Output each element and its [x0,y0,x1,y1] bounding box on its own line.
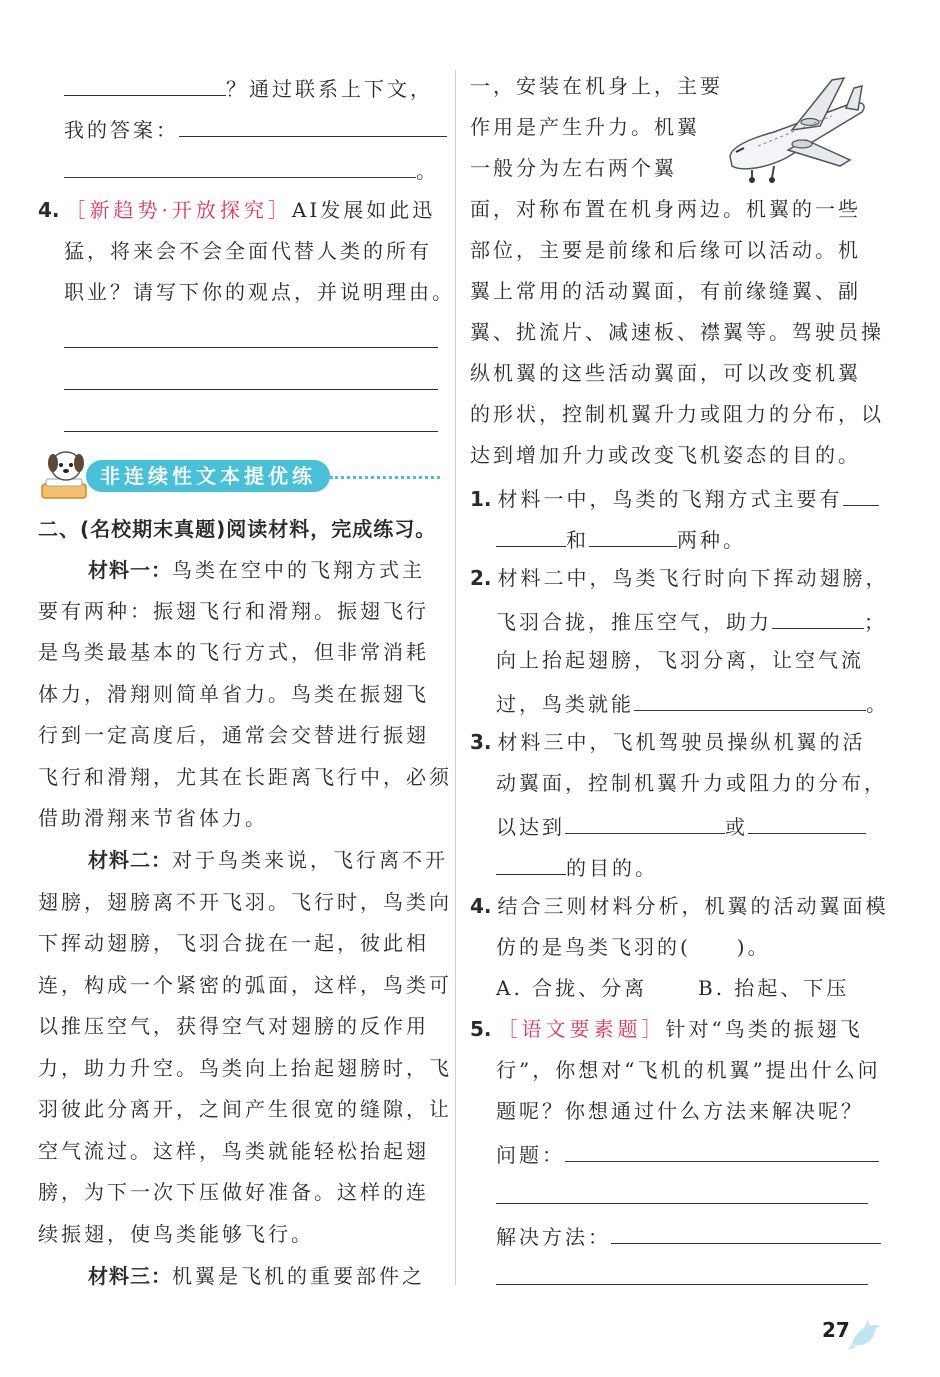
question-2-cont: 飞羽合拢，推压空气，助力 ； [496,599,870,640]
blank[interactable] [634,681,866,711]
material-label: 材料三： [88,1264,172,1288]
question-2: 2. 材料二中，鸟类飞行时向下挥动翅膀， [470,566,889,590]
my-answer-blank[interactable] [179,107,447,137]
writing-line[interactable] [64,431,438,432]
question-1: 1. 材料一中，鸟类的飞翔方式主要有 [470,476,870,517]
material-1-line: 飞行和滑翔，尤其在长距离飞行中，必须 [38,765,452,789]
material-1-line: 行到一定高度后，通常会交替进行振翅 [38,723,429,747]
material-3-line: 材料三：机翼是飞机的重要部件之 [88,1264,425,1288]
material-2-line: 翅膀，翅膀离不开飞羽。飞行时，鸟类向 [38,890,452,914]
question-3-cont: 的目的。 [496,845,870,886]
material-3-line: 翼上常用的活动翼面，有前缘缝翼、副 [470,279,861,303]
question-5: 5. ［语文要素题］针对“鸟类的振翅飞 [470,1017,863,1041]
blank[interactable] [496,517,566,547]
blank[interactable] [748,804,866,834]
material-1-line: 是鸟类最基本的飞行方式，但非常消耗 [38,640,429,664]
blank[interactable] [843,476,879,506]
page-number: 27 [822,1318,850,1342]
blank[interactable] [772,599,864,629]
question-blank[interactable] [565,1132,879,1162]
answer-line-1: ？通过联系上下文， [64,66,440,107]
blank[interactable] [589,517,677,547]
material-3-line: 翼、扰流片、减速板、襟翼等。驾驶员操 [470,320,884,344]
material-3-line: 部位，主要是前缘和后缘可以活动。机 [470,238,861,262]
material-3-line: 纵机翼的这些活动翼面，可以改变机翼 [470,361,861,385]
material-3-line: 达到增加升力或改变飞机姿态的目的。 [470,443,861,467]
material-2-line: 续振翅，使鸟类能够飞行。 [38,1222,314,1246]
question-4: 4. ［新趋势·开放探究］AI发展如此迅 [38,198,436,222]
section-banner [38,446,440,506]
section-title: 二、(名校期末真题)阅读材料，完成练习。 [38,517,437,541]
material-3-line: 的形状，控制机翼升力或阻力的分布，以 [470,402,884,426]
writing-line[interactable] [64,389,438,390]
writing-line[interactable] [64,347,438,348]
material-2-line: 力，助力升空。鸟类向上抬起翅膀时，飞 [38,1056,452,1080]
material-2-line: 空气流过。这样，鸟类就能轻松抬起翅 [38,1139,429,1163]
question-tag: ［语文要素题］ [497,1017,666,1041]
banner-dots [330,476,440,479]
answer-line-2: 我的答案： [64,107,440,148]
dolphin-icon [848,1314,884,1354]
question-3-cont: 以达到 或 [496,804,870,845]
material-1-line: 要有两种：振翅飞行和滑翔。振翅飞行 [38,599,429,623]
blank[interactable] [565,804,725,834]
material-3-line: 一般分为左右两个翼 [470,156,677,180]
writing-line[interactable] [496,1203,868,1204]
blank[interactable] [64,148,416,178]
material-2-line: 材料二：对于鸟类来说，飞行离不开 [88,848,448,872]
material-1-line: 体力，滑翔则简单省力。鸟类在振翅飞 [38,682,429,706]
question-1-cont: 和 两种。 [496,517,870,558]
method-blank[interactable] [611,1214,881,1244]
material-2-line: 连，构成一个紧密的弧面，这样，鸟类可 [38,973,452,997]
question-label-row: 问题： [496,1132,870,1173]
material-2-line: 羽彼此分离开，之间产生很宽的缝隙，让 [38,1097,452,1121]
answer-line-3: 。 [64,148,440,189]
material-2-line: 下挥动翅膀，飞羽合拢在一起，彼此相 [38,931,429,955]
option-b[interactable]: B. 抬起、下压 [698,976,850,1000]
question-2-cont: 过，鸟类就能 。 [496,681,870,722]
answer-bracket: 仿的是鸟类飞羽的( )。 [496,935,771,959]
material-label: 材料一： [88,558,172,582]
blank[interactable] [496,845,566,875]
material-label: 材料二： [88,848,172,872]
method-label-row: 解决方法： [496,1214,870,1255]
option-a[interactable]: A. 合拢、分离 [496,976,648,1000]
material-3-line: 面，对称布置在机身两边。机翼的一些 [470,197,861,221]
material-2-line: 以推压空气，获得空气对翅膀的反作用 [38,1014,429,1038]
question-tag: ［新趋势·开放探究］ [65,198,292,222]
question-4-right: 4. 结合三则材料分析，机翼的活动翼面模 [470,894,889,918]
material-3-line: 一，安装在机身上，主要 [470,74,723,98]
banner-title: 非连续性文本提优练 [86,460,330,492]
material-1-line: 材料一：鸟类在空中的飞翔方式主 [88,558,425,582]
material-3-line: 作用是产生升力。机翼 [470,115,700,139]
material-1-line: 借助滑翔来节省体力。 [38,806,268,830]
column-divider [455,70,456,1285]
blank[interactable] [64,66,226,96]
question-3: 3. 材料三中，飞机驾驶员操纵机翼的活 [470,730,866,754]
material-2-line: 膀，为下一次下压做好准备。这样的连 [38,1180,429,1204]
writing-line[interactable] [496,1284,868,1285]
